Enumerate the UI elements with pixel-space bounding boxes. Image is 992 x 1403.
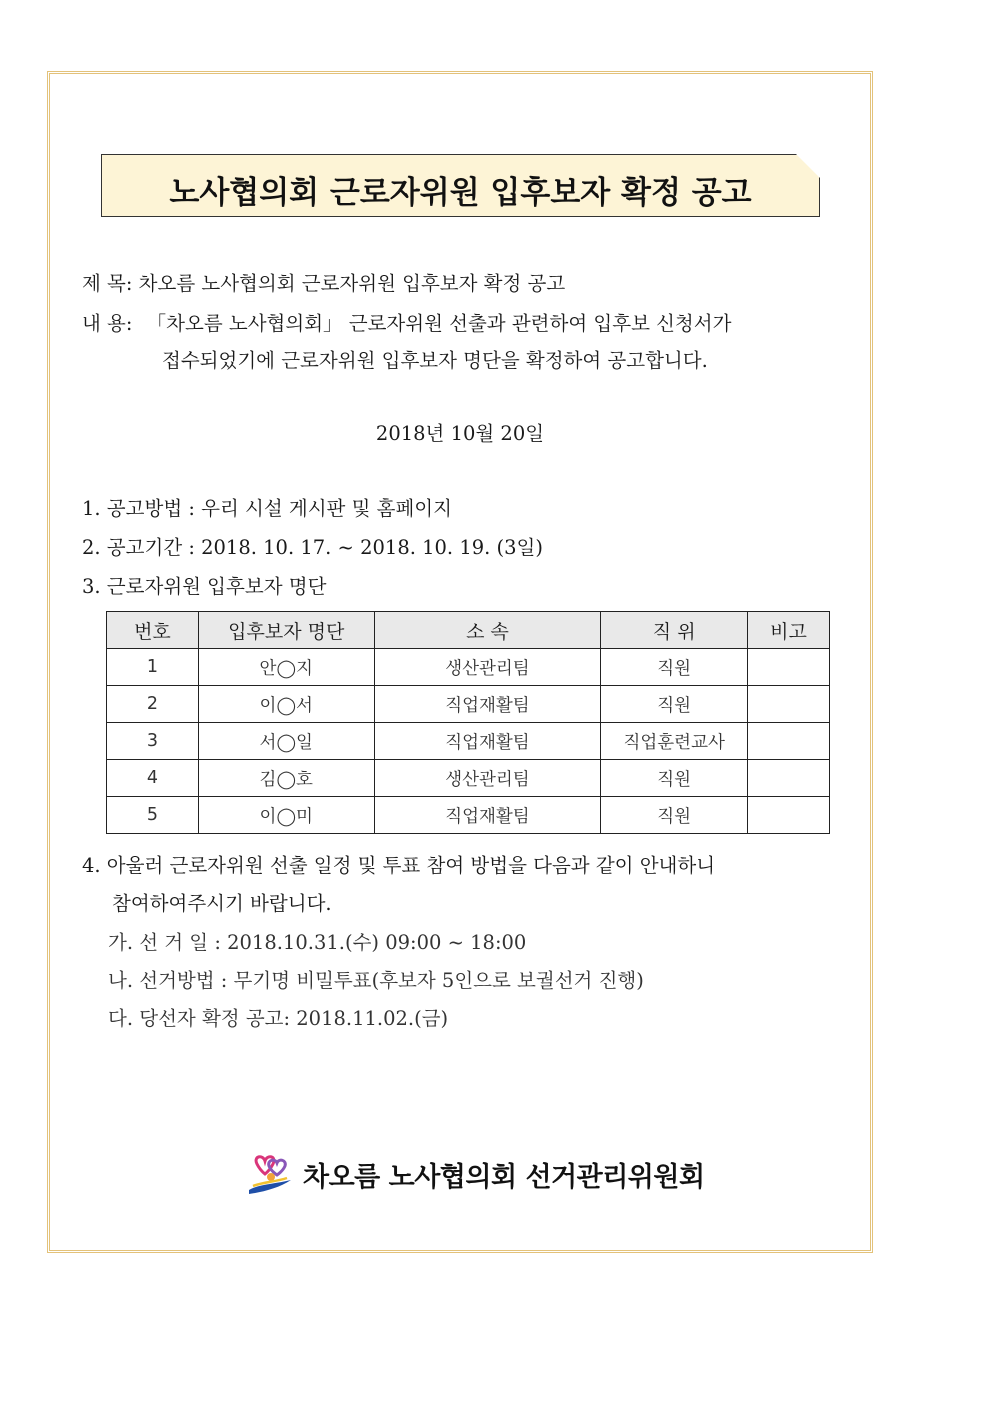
table-cell: 김◯호 [198,760,374,797]
table-cell [748,723,830,760]
table-cell: 1 [107,649,199,686]
schedule-election-day: 가. 선 거 일 : 2018.10.31.(수) 09:00 ~ 18:00 [108,931,527,954]
title-box [101,154,820,217]
table-cell: 직업재활팀 [374,797,601,834]
table-cell [748,797,830,834]
table-row [107,760,830,797]
table-cell: 직원 [601,797,748,834]
table-cell: 4 [107,760,199,797]
table-cell: 직업재활팀 [374,686,601,723]
table-row [107,649,830,686]
table-cell: 5 [107,797,199,834]
table-header: 직 위 [601,612,748,649]
chaoreum-logo-icon [245,1150,295,1198]
table-cell [748,760,830,797]
table-cell: 이◯서 [198,686,374,723]
subject-label: 제 목: [82,272,133,295]
item-4-line-1: 4. 아울러 근로자위원 선출 일정 및 투표 참여 방법을 다음과 같이 안내하니 [82,854,716,877]
footer [245,1149,705,1199]
notice-date: 2018년 10월 20일 [375,422,545,445]
content-text-1: 「차오름 노사협의회」 근로자위원 선출과 관련하여 입후보 신청서가 [146,312,732,335]
table-cell [748,686,830,723]
content-text-2: 접수되었기에 근로자위원 입후보자 명단을 확정하여 공고합니다. [162,349,708,372]
item-1: 1. 공고방법 : 우리 시설 게시판 및 홈페이지 [82,497,452,520]
item-4-line-2: 참여하여주시기 바랍니다. [112,892,332,915]
table-header-row [107,612,830,649]
table-cell: 이◯미 [198,797,374,834]
subject-line [82,268,565,296]
table-cell: 직원 [601,686,748,723]
table-row [107,686,830,723]
table-cell: 직원 [601,760,748,797]
table-cell: 생산관리팀 [374,649,601,686]
content-line-1 [82,308,731,336]
schedule-method: 나. 선거방법 : 무기명 비밀투표(후보자 5인으로 보궐선거 진행) [108,969,644,992]
table-row [107,723,830,760]
table-header: 번호 [107,612,199,649]
item-2: 2. 공고기간 : 2018. 10. 17. ~ 2018. 10. 19. (3일) [82,536,544,559]
table-cell: 서◯일 [198,723,374,760]
table-cell: 안◯지 [198,649,374,686]
table-cell: 2 [107,686,199,723]
organization-name: 차오름 노사협의회 선거관리위원회 [303,1161,705,1193]
table-header: 입후보자 명단 [198,612,374,649]
item-3: 3. 근로자위원 입후보자 명단 [82,575,327,598]
table-cell: 생산관리팀 [374,760,601,797]
table-cell: 3 [107,723,199,760]
table-header: 소 속 [374,612,601,649]
page-title: 노사협의회 근로자위원 입후보자 확정 공고 [169,175,752,211]
content-label: 내 용: [82,312,133,335]
table-header: 비고 [748,612,830,649]
table-row [107,797,830,834]
table-cell: 직원 [601,649,748,686]
schedule-announcement: 다. 당선자 확정 공고: 2018.11.02.(금) [108,1007,449,1030]
candidate-table [106,611,830,834]
table-cell: 직업재활팀 [374,723,601,760]
subject-value: 차오름 노사협의회 근로자위원 입후보자 확정 공고 [138,272,566,295]
table-cell: 직업훈련교사 [601,723,748,760]
table-cell [748,649,830,686]
